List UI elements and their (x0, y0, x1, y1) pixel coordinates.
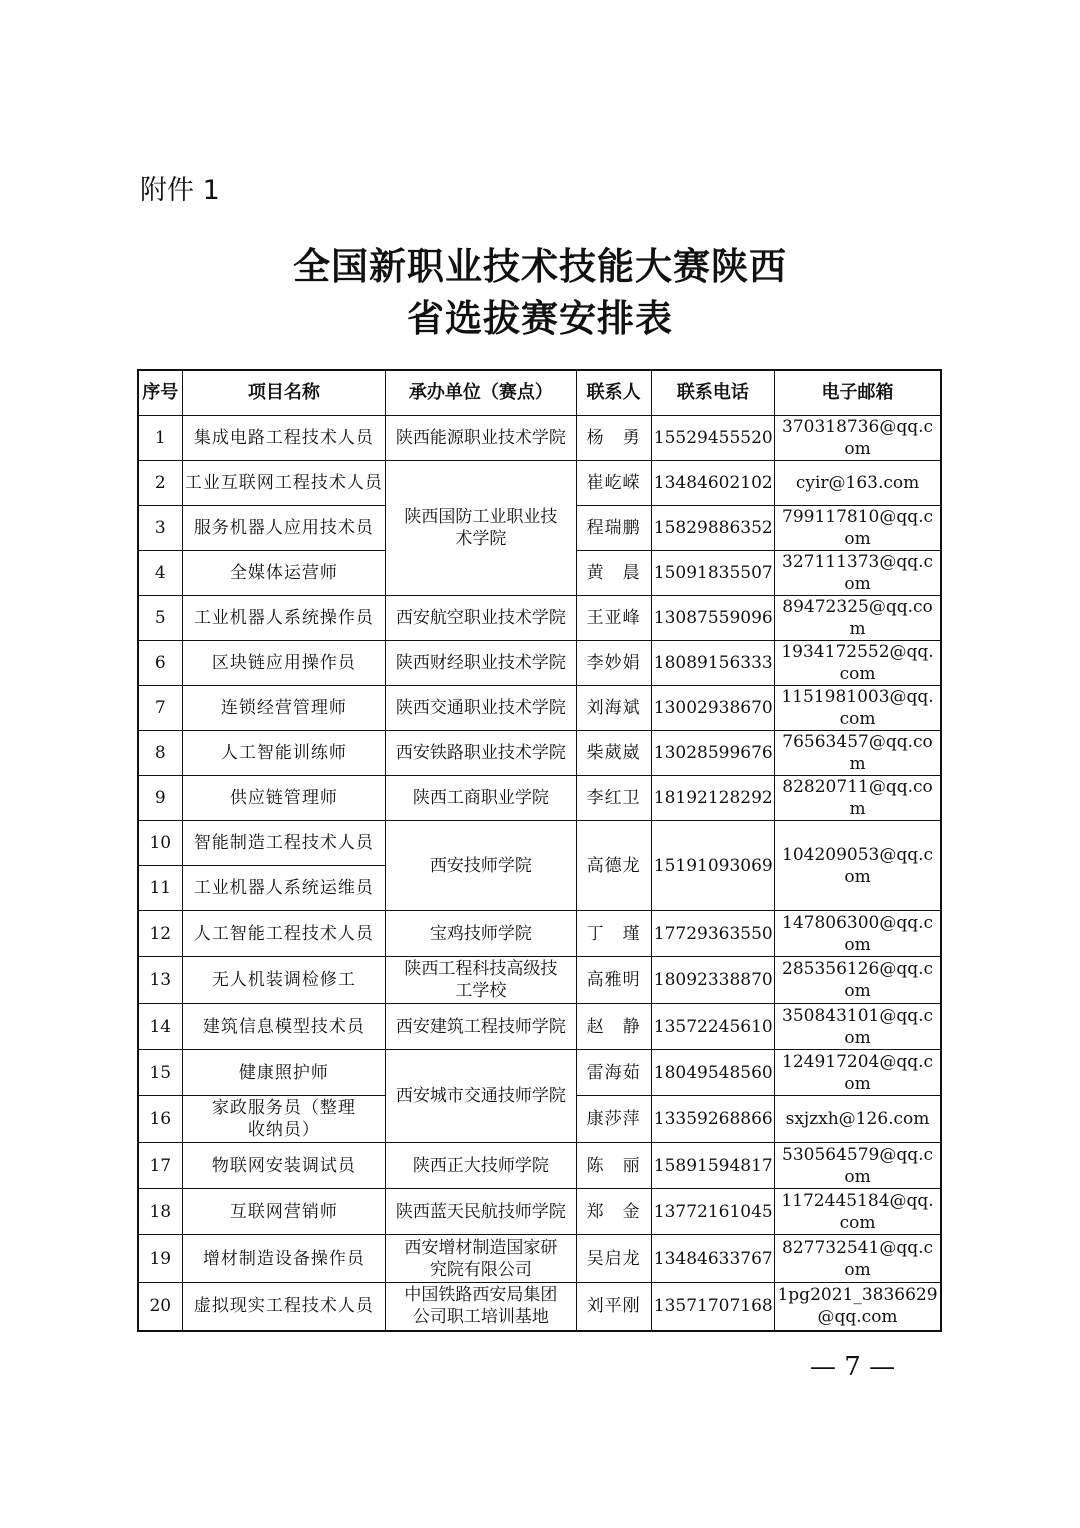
cell-phone: 18092338870 (651, 957, 774, 1004)
cell-phone: 13002938670 (651, 686, 774, 731)
cell-org: 西安城市交通技师学院 (386, 1050, 576, 1143)
cell-contact: 刘平刚 (576, 1283, 651, 1331)
cell-seq: 2 (138, 461, 182, 506)
cell-item: 工业互联网工程技术人员 (182, 461, 386, 506)
cell-item: 工业机器人系统运维员 (182, 866, 386, 911)
table-row (138, 461, 941, 506)
cell-item: 无人机装调检修工 (182, 957, 386, 1004)
cell-seq: 14 (138, 1004, 182, 1050)
cell-seq: 12 (138, 911, 182, 957)
cell-email: 285356126@qq.com (775, 957, 941, 1004)
cell-phone: 18049548560 (651, 1050, 774, 1096)
cell-org: 宝鸡技师学院 (386, 911, 576, 957)
cell-email: 530564579@qq.com (775, 1143, 941, 1189)
cell-contact: 高雅明 (576, 957, 651, 1004)
cell-item: 全媒体运营师 (182, 551, 386, 596)
cell-phone: 13087559096 (651, 596, 774, 641)
cell-org: 西安增材制造国家研究院有限公司 (386, 1235, 576, 1283)
cell-item: 服务机器人应用技术员 (182, 506, 386, 551)
cell-phone: 13572245610 (651, 1004, 774, 1050)
cell-contact: 王亚峰 (576, 596, 651, 641)
cell-contact: 郑 金 (576, 1189, 651, 1235)
cell-phone: 15091835507 (651, 551, 774, 596)
cell-email: 147806300@qq.com (775, 911, 941, 957)
cell-seq: 11 (138, 866, 182, 911)
cell-org: 西安技师学院 (386, 821, 576, 911)
cell-item: 工业机器人系统操作员 (182, 596, 386, 641)
cell-phone: 13028599676 (651, 731, 774, 776)
document-title (0, 240, 1080, 344)
cell-contact: 李妙娟 (576, 641, 651, 686)
cell-phone: 13484602102 (651, 461, 774, 506)
cell-contact: 丁 瑾 (576, 911, 651, 957)
table-row (138, 641, 941, 686)
cell-seq: 6 (138, 641, 182, 686)
cell-phone: 18089156333 (651, 641, 774, 686)
title-line-2: 省选拔赛安排表 (407, 296, 673, 340)
cell-contact: 刘海斌 (576, 686, 651, 731)
cell-contact: 杨 勇 (576, 416, 651, 461)
cell-seq: 8 (138, 731, 182, 776)
cell-contact: 李红卫 (576, 776, 651, 821)
table-row (138, 821, 941, 866)
cell-org: 西安航空职业技术学院 (386, 596, 576, 641)
cell-email: 827732541@qq.com (775, 1235, 941, 1283)
cell-contact: 黄 晨 (576, 551, 651, 596)
cell-item: 智能制造工程技术人员 (182, 821, 386, 866)
table-row (138, 731, 941, 776)
table-row (138, 1004, 941, 1050)
cell-email: 370318736@qq.com (775, 416, 941, 461)
cell-phone: 15529455520 (651, 416, 774, 461)
cell-item: 人工智能工程技术人员 (182, 911, 386, 957)
table-row (138, 957, 941, 1004)
cell-email: 1pg2021_3836629@qq.com (775, 1283, 941, 1331)
cell-contact: 赵 静 (576, 1004, 651, 1050)
cell-phone: 15829886352 (651, 506, 774, 551)
cell-phone: 15191093069 (651, 821, 774, 911)
header-contact: 联系人 (576, 370, 651, 416)
table-row (138, 1143, 941, 1189)
cell-seq: 3 (138, 506, 182, 551)
cell-email: 1151981003@qq.com (775, 686, 941, 731)
table-row (138, 1235, 941, 1283)
cell-item: 区块链应用操作员 (182, 641, 386, 686)
cell-phone: 17729363550 (651, 911, 774, 957)
header-item: 项目名称 (182, 370, 386, 416)
cell-seq: 16 (138, 1096, 182, 1143)
table-row (138, 1189, 941, 1235)
title-line-1: 全国新职业技术技能大赛陕西 (293, 244, 787, 288)
cell-seq: 18 (138, 1189, 182, 1235)
schedule-table (137, 369, 942, 1332)
table-row (138, 596, 941, 641)
cell-email: 104209053@qq.com (775, 821, 941, 911)
cell-seq: 7 (138, 686, 182, 731)
cell-item: 供应链管理师 (182, 776, 386, 821)
cell-email: cyir@163.com (775, 461, 941, 506)
cell-item: 健康照护师 (182, 1050, 386, 1096)
cell-seq: 17 (138, 1143, 182, 1189)
cell-seq: 10 (138, 821, 182, 866)
header-phone: 联系电话 (651, 370, 774, 416)
cell-org: 西安建筑工程技师学院 (386, 1004, 576, 1050)
cell-org: 陕西工程科技高级技工学校 (386, 957, 576, 1004)
cell-item: 集成电路工程技术人员 (182, 416, 386, 461)
cell-org: 陕西国防工业职业技术学院 (386, 461, 576, 596)
cell-item: 连锁经营管理师 (182, 686, 386, 731)
cell-contact: 柴葳崴 (576, 731, 651, 776)
cell-item: 互联网营销师 (182, 1189, 386, 1235)
cell-contact: 高德龙 (576, 821, 651, 911)
cell-phone: 13359268866 (651, 1096, 774, 1143)
cell-item: 建筑信息模型技术员 (182, 1004, 386, 1050)
header-seq: 序号 (138, 370, 182, 416)
cell-contact: 康莎萍 (576, 1096, 651, 1143)
cell-contact: 雷海茹 (576, 1050, 651, 1096)
cell-email: sxjzxh@126.com (775, 1096, 941, 1143)
cell-email: 82820711@qq.com (775, 776, 941, 821)
cell-email: 76563457@qq.com (775, 731, 941, 776)
header-org: 承办单位（赛点） (386, 370, 576, 416)
table-row (138, 911, 941, 957)
cell-org: 陕西正大技师学院 (386, 1143, 576, 1189)
cell-org: 陕西工商职业学院 (386, 776, 576, 821)
cell-email: 124917204@qq.com (775, 1050, 941, 1096)
cell-email: 1934172552@qq.com (775, 641, 941, 686)
cell-seq: 15 (138, 1050, 182, 1096)
cell-phone: 13772161045 (651, 1189, 774, 1235)
table-header-row (138, 370, 941, 416)
cell-org: 陕西交通职业技术学院 (386, 686, 576, 731)
cell-contact: 吴启龙 (576, 1235, 651, 1283)
cell-email: 350843101@qq.com (775, 1004, 941, 1050)
cell-email: 89472325@qq.com (775, 596, 941, 641)
cell-phone: 15891594817 (651, 1143, 774, 1189)
cell-email: 327111373@qq.com (775, 551, 941, 596)
cell-org: 陕西财经职业技术学院 (386, 641, 576, 686)
cell-phone: 13571707168 (651, 1283, 774, 1331)
cell-org: 中国铁路西安局集团公司职工培训基地 (386, 1283, 576, 1331)
table-row (138, 416, 941, 461)
attachment-label: 附件 1 (140, 175, 220, 206)
cell-email: 799117810@qq.com (775, 506, 941, 551)
cell-org: 陕西能源职业技术学院 (386, 416, 576, 461)
cell-item: 人工智能训练师 (182, 731, 386, 776)
cell-seq: 4 (138, 551, 182, 596)
table-row (138, 1283, 941, 1331)
cell-seq: 19 (138, 1235, 182, 1283)
cell-phone: 18192128292 (651, 776, 774, 821)
cell-contact: 崔屹嵘 (576, 461, 651, 506)
cell-seq: 5 (138, 596, 182, 641)
table-row (138, 686, 941, 731)
cell-item: 物联网安装调试员 (182, 1143, 386, 1189)
cell-org: 西安铁路职业技术学院 (386, 731, 576, 776)
cell-item: 家政服务员（整理收纳员） (182, 1096, 386, 1143)
table-row (138, 776, 941, 821)
cell-seq: 1 (138, 416, 182, 461)
page-number: — 7 — (810, 1352, 896, 1382)
cell-seq: 20 (138, 1283, 182, 1331)
cell-contact: 程瑞鹏 (576, 506, 651, 551)
cell-item: 增材制造设备操作员 (182, 1235, 386, 1283)
table-row (138, 1050, 941, 1096)
header-email: 电子邮箱 (775, 370, 941, 416)
cell-seq: 13 (138, 957, 182, 1004)
cell-contact: 陈 丽 (576, 1143, 651, 1189)
cell-org: 陕西蓝天民航技师学院 (386, 1189, 576, 1235)
cell-seq: 9 (138, 776, 182, 821)
cell-item: 虚拟现实工程技术人员 (182, 1283, 386, 1331)
cell-email: 1172445184@qq.com (775, 1189, 941, 1235)
cell-phone: 13484633767 (651, 1235, 774, 1283)
